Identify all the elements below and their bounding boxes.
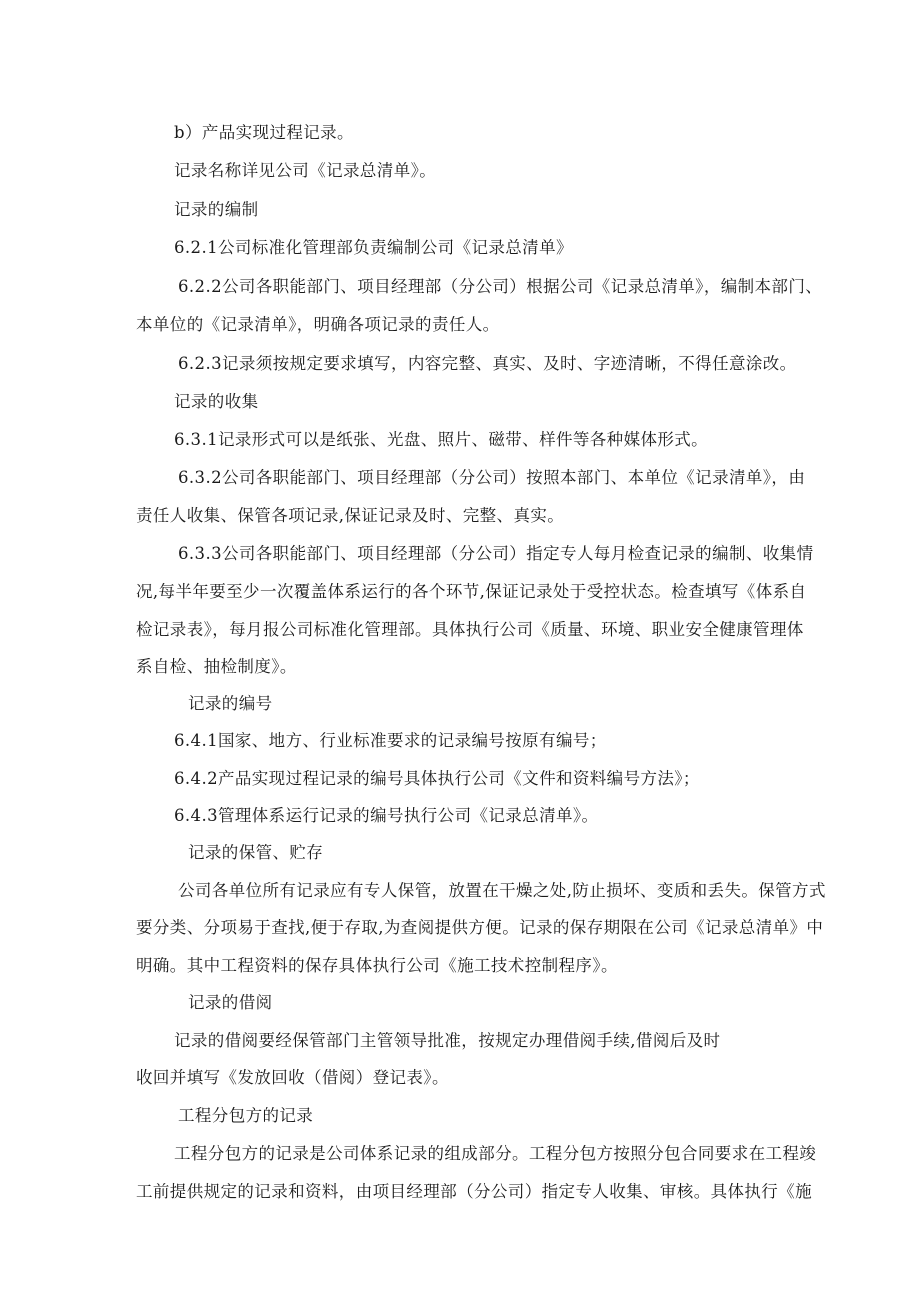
section-heading: 记录的借阅 [188,993,273,1012]
text-line: 6.3.1记录形式可以是纸张、光盘、照片、磁带、样件等各种媒体形式。 [174,430,709,449]
section-heading: 记录的编号 [188,694,273,713]
text-line: 6.3.2公司各职能部门、项目经理部（分公司）按照本部门、本单位《记录清单》，由 [178,468,806,487]
text-line: 收回并填写《发放回收（借阅）登记表》。 [136,1068,449,1087]
text-line: 工程分包方的记录是公司体系记录的组成部分。工程分包方按照分包合同要求在工程竣 [174,1144,817,1163]
text-line: 公司各单位所有记录应有专人保管，放置在干燥之处,防止损坏、变质和丢失。保管方式 [178,881,826,900]
section-heading: 记录的收集 [174,392,259,411]
text-line: 6.2.1公司标准化管理部负责编制公司《记录总清单》 [174,238,573,257]
text-line: 6.3.3公司各职能部门、项目经理部（分公司）指定专人每月检查记录的编制、收集情 [178,544,814,563]
text-line: 6.2.2公司各职能部门、项目经理部（分公司）根据公司《记录总清单》，编制本部门、 [178,277,823,296]
text-line: 6.4.2产品实现过程记录的编号具体执行公司《文件和资料编号方法》； [174,769,700,788]
text-line: 本单位的《记录清单》，明确各项记录的责任人。 [136,315,500,334]
section-heading: 工程分包方的记录 [178,1106,314,1125]
text-line: b）产品实现过程记录。 [174,123,354,142]
text-line: 明确。其中工程资料的保存具体执行公司《施工技术控制程序》。 [136,956,618,975]
text-line: 检记录表》，每月报公司标准化管理部。具体执行公司《质量、环境、职业安全健康管理体 [136,620,804,639]
text-line: 责任人收集、保管各项记录,保证记录及时、完整、真实。 [136,506,565,525]
text-line: 6.4.3管理体系运行记录的编号执行公司《记录总清单》。 [174,806,599,825]
text-line: 6.2.3记录须按规定要求填写，内容完整、真实、及时、字迹清晰，不得任意涂改。 [178,354,797,373]
text-line: 记录名称详见公司《记录总清单》。 [174,161,437,180]
text-line: 工前提供规定的记录和资料，由项目经理部（分公司）指定专人收集、审核。具体执行《施 [136,1182,812,1201]
section-heading: 记录的编制 [174,200,259,219]
text-line: 要分类、分项易于查找,便于存取,为查阅提供方便。记录的保存期限在公司《记录总清单》中 [136,918,824,937]
text-line: 6.4.1国家、地方、行业标准要求的记录编号按原有编号； [174,731,607,750]
text-line: 况,每半年要至少一次覆盖体系运行的各个环节,保证记录处于受控状态。检查填写《体系自 [136,582,807,601]
section-heading: 记录的保管、贮存 [188,843,324,862]
text-line: 记录的借阅要经保管部门主管领导批准，按规定办理借阅手续,借阅后及时 [174,1031,721,1050]
text-line: 系自检、抽检制度》。 [136,657,297,676]
